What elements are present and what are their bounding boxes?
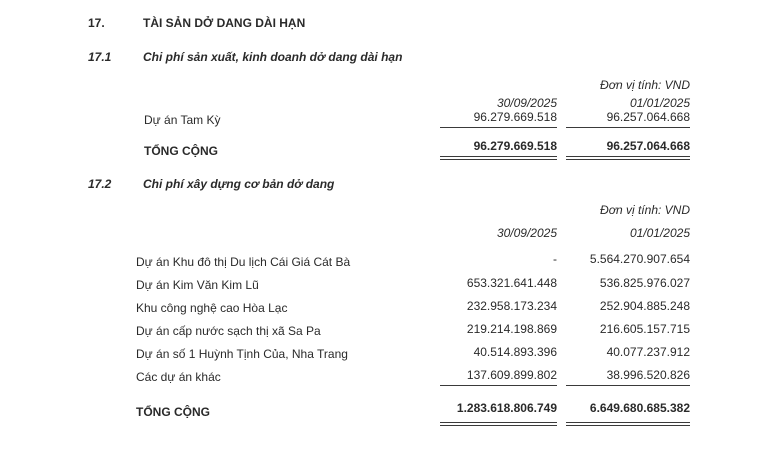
sub1-col1-header: 30/09/2025	[496, 96, 557, 110]
row-label: Dự án Kim Văn Kim Lũ	[136, 278, 259, 292]
row-value-col1: 219.214.198.869	[466, 322, 557, 336]
sub2-subtotal-line-col2	[566, 385, 690, 386]
row-value-col1: 653.321.641.448	[466, 276, 557, 290]
row-value-col1: 40.514.893.396	[473, 345, 557, 359]
row-label: Dự án số 1 Huỳnh Tịnh Của, Nha Trang	[136, 347, 348, 361]
row-value-col2: 252.904.885.248	[599, 299, 690, 313]
sub2-title: Chi phí xây dựng cơ bản dở dang	[143, 177, 335, 191]
row-value-col2: 536.825.976.027	[599, 276, 690, 290]
sub2-subtotal-line-col1	[440, 385, 557, 386]
row-label: Khu công nghệ cao Hòa Lạc	[136, 301, 288, 315]
sub2-col1-header: 30/09/2025	[496, 226, 557, 240]
total-value-col2: 6.649.680.685.382	[589, 401, 690, 415]
total-label: TỔNG CỘNG	[144, 144, 218, 158]
row-value-col2: 96.257.064.668	[606, 110, 690, 124]
row-label: Dự án cấp nước sạch thị xã Sa Pa	[136, 324, 321, 338]
row-value-col1: 232.958.173.234	[466, 299, 557, 313]
row-value-col1: -	[553, 252, 557, 266]
sub2-unit: Đơn vị tính: VND	[600, 203, 690, 217]
row-value-col2: 40.077.237.912	[606, 345, 690, 359]
sub1-total-double-line-col2	[566, 156, 690, 160]
section-title: TÀI SẢN DỞ DANG DÀI HẠN	[143, 16, 306, 30]
row-value-col1: 137.609.899.802	[466, 368, 557, 382]
sub1-col2-header: 01/01/2025	[629, 96, 690, 110]
section-number: 17.	[88, 16, 105, 30]
row-label: Các dự án khác	[136, 370, 221, 384]
sub2-col2-header: 01/01/2025	[629, 226, 690, 240]
sub1-total-double-line-col1	[440, 156, 557, 160]
total-value-col1: 1.283.618.806.749	[456, 401, 557, 415]
sub2-number: 17.2	[88, 177, 112, 191]
sub1-subtotal-line-col1	[440, 127, 557, 128]
sub1-subtotal-line-col2	[566, 127, 690, 128]
total-label: TỔNG CỘNG	[136, 405, 210, 419]
row-value-col2: 38.996.520.826	[606, 368, 690, 382]
row-label: Dự án Tam Kỳ	[144, 113, 221, 127]
sub2-total-double-line-col2	[566, 422, 690, 426]
row-value-col1: 96.279.669.518	[473, 110, 557, 124]
sub1-title: Chi phí sản xuất, kinh doanh dở dang dài hạn	[143, 50, 403, 64]
sub1-number: 17.1	[88, 50, 112, 64]
row-label: Dự án Khu đô thị Du lịch Cái Giá Cát Bà	[136, 255, 351, 269]
total-value-col2: 96.257.064.668	[606, 139, 690, 153]
row-value-col2: 5.564.270.907.654	[589, 252, 690, 266]
sub1-unit: Đơn vị tính: VND	[600, 78, 690, 92]
sub2-total-double-line-col1	[440, 422, 557, 426]
row-value-col2: 216.605.157.715	[599, 322, 690, 336]
total-value-col1: 96.279.669.518	[473, 139, 557, 153]
